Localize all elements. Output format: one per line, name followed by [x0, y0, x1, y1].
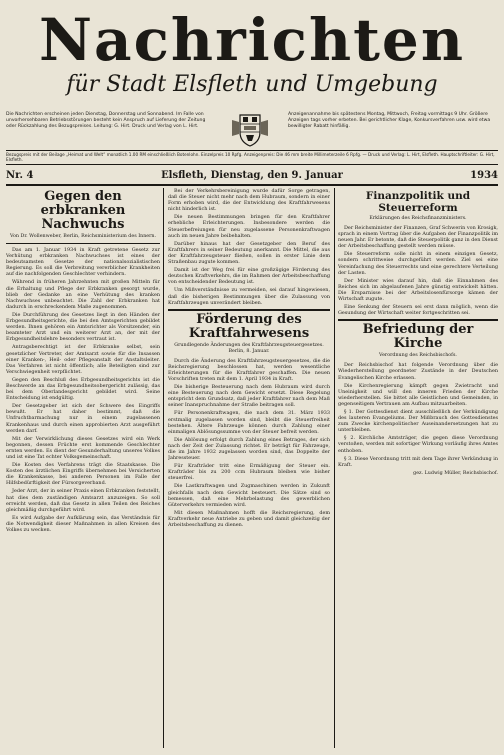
paragraph: Damit ist der Weg frei für eine großzügige Förderung des deutschen Kraftverkehrs, die im Rahmen der Arbeitsbeschaffung von entscheidender Bedeutung ist.: [168, 267, 330, 286]
paragraph: Die Durchführung des Gesetzes liegt in den Händen der Erbgesundheitsgerichte, die bei den Amtsgerichten gebildet werden. Ihnen gehören ein Amtsrichter als Vorsitzender, ein beamteter Arzt und ein weiterer Arzt an, der mit der Erbgesundheitslehre besonders vertraut ist.: [6, 311, 160, 343]
info-row: [6, 112, 498, 148]
article-subheadline: Verordnung des Reichsbischofs.: [379, 353, 457, 359]
newspaper-subtitle: für Stadt Elsfleth und Umgebung: [66, 72, 438, 97]
paragraph: Jeder Arzt, der in seiner Praxis einen Erbkranken feststellt, hat dies dem zuständigen Amtsarzt anzuzeigen. So soll erreicht werden, daß das Gesetz in allen Teilen des Reiches gleichmäßig durchgeführt wird.: [6, 488, 160, 513]
advertising-info: Anzeigenannahme bis spätestens Montag, Mittwoch, Freitag vormittags 9 Uhr. Größere Anzeigen tags vorher erbeten. Bei gerichtlicher Klage, Konkursverfahren usw. wird etwa bewilligter Rabatt hinfällig.: [288, 112, 491, 129]
masthead: [6, 6, 498, 114]
issue-date: Elsfleth, Dienstag, den 9. Januar: [161, 170, 343, 181]
paragraph: Es wird Aufgabe der Aufklärung sein, das Verständnis für die Notwendigkeit dieser Maßnahmen in allen Kreisen des Volkes zu wecken.: [6, 514, 160, 534]
coat-of-arms-icon: [228, 112, 272, 148]
divider: [168, 309, 330, 311]
paragraph: Für Personenkraftwagen, die nach dem 31. März 1933 erstmalig zugelassen worden sind, bleibt die Steuerfreiheit bestehen. Ältere Fahrzeuge können durch Zahlung einer einmaligen Ablösungssumme von der Steuer befreit werden.: [168, 410, 330, 435]
paragraph: Die Kirchenregierung kämpft gegen Zwietracht und Uneinigkeit und will den inneren Frieden der Kirche wiederherstellen. Sie bittet alle Geistlichen und Gemeinden, in gegenseitigem Vertrauen am Aufbau mitzuarbeiten.: [338, 382, 498, 407]
divider: [338, 319, 498, 321]
paragraph: § 1. Der Gottesdienst dient ausschließlich der Verkündigung des lauteren Evangeliums. Der Mißbrauch des Gottesdienstes zum Zwecke kirchenpolitischer Auseinandersetzungen hat zu unterbleiben.: [338, 408, 498, 434]
column-right: [338, 188, 498, 748]
column-left: [6, 188, 160, 748]
paragraph: Um Mißverständnisse zu vermeiden, sei darauf hingewiesen, daß die bisherigen Bestimmungen über die Zulassung von Kraftfahrzeugen unverändert bleiben.: [168, 287, 330, 306]
article-byline: Von Dr. Wollenweber, Berlin, Reichsministerium des Innern.: [9, 234, 157, 239]
paragraph: Mit diesen Maßnahmen hofft die Reichsregierung, dem Kraftverkehr neue Antriebe zu geben und damit gleichzeitig der Arbeitsbeschaffung zu dienen.: [168, 509, 330, 529]
paragraph: § 2. Kirchliche Amtsträger, die gegen diese Verordnung verstoßen, werden mit sofortiger Wirkung vorläufig ihres Amtes enthoben.: [338, 435, 498, 454]
paragraph: Der Reichsbischof hat folgende Verordnung über die Wiederherstellung geordneter Zustände in der Deutschen Evangelischen Kirche erlassen.: [338, 362, 498, 381]
paragraph: Eine Senkung der Steuern sei erst dann möglich, wenn die Gesundung der Wirtschaft weiter fortgeschritten sei.: [338, 304, 498, 317]
newspaper-title: Nachrichten: [38, 6, 466, 74]
article-subheadline: Grundlegende Änderungen des Kraftfahrzeugsteuergesetzes. Berlin, 8. Januar.: [174, 342, 324, 354]
paragraph: Bei der Verkehrsbereinigung wurde dafür Sorge getragen, daß die Steuer nicht mehr nach dem Hubraum, sondern in einer Form erhoben wird, die der Entwicklung des Kraftfahrwesens nicht hinderlich ist.: [168, 188, 330, 213]
paragraph: Die Lastkraftwagen und Zugmaschinen werden in Zukunft gleichfalls nach dem Gewicht besteuert. Die Sätze sind so bemessen, daß eine Mehrbelastung des gewerblichen Güterverkehrs vermieden wird.: [168, 483, 330, 508]
article-body: [338, 362, 498, 468]
article-headline: Förderung des Kraftfahrwesens: [188, 311, 310, 341]
article-headline: Gegen den erbkranken Nachwuchs: [40, 189, 126, 232]
dateline: [6, 170, 498, 186]
paragraph: Das am 1. Januar 1934 in Kraft getretene Gesetz zur Verhütung erbkranken Nachwuchses ist eines der bedeutsamsten Gesetze der nationalsozialistischen Regierung. Es soll die Verbreitung vererblicher Krankheiten auf die nachfolgenden Geschlechter verhindern.: [6, 247, 160, 278]
paragraph: Die neuen Bestimmungen bringen für den Kraftfahrer erhebliche Erleichterungen. Insbesondere werden die Steuerbefreiungen für neu zugelassene Personenkraftwagen auch im neuen Jahre beibehalten.: [168, 214, 330, 239]
divider: [6, 243, 160, 244]
paragraph: Gegen den Beschluß des Erbgesundheitsgerichts ist die Beschwerde an das Erbgesundheitsobergericht zulässig, das bei dem Oberlandesgericht gebildet wird. Seine Entscheidung ist endgültig.: [6, 376, 160, 402]
article-signature: gez. Ludwig Müller, Reichsbischof.: [413, 470, 498, 476]
paragraph: Der Gesetzgeber ist sich der Schwere des Eingriffs bewußt. Er hat daher bestimmt, daß die Unfruchtbarmachung nur in einem zugelassenen Krankenhaus und durch einen approbierten Arzt ausgeführt werden darf.: [6, 403, 160, 434]
subscription-line: Bezugspreis mit der Beilage „Heimat und Welt“ monatlich 1.00 RM einschließlich Botenlohn. Einzelpreis 10 Rpfg. Anzeigenpreis: Die 46 mm breite Millimeterzeile 6 Rpfg. — Druck und Verlag: L. Hirt, Elsfleth. Hauptschriftleiter: G. Hirt, Elsfleth.: [6, 150, 498, 165]
column-rule: [163, 188, 164, 748]
paragraph: Der Reichsminister der Finanzen, Graf Schwerin von Krosigk, sprach in einem Vortrag über die Aufgaben der Finanzpolitik im neuen Jahr. Er betonte, daß die Steuerpolitik ganz in den Dienst der Arbeitsbeschaffung gestellt werden müsse.: [338, 225, 498, 250]
publication-info: Die Nachrichten erscheinen jeden Dienstag, Donnerstag und Sonnabend. Im Falle von unvorhersehbaren Betriebsstörungen besteht kein Anspruch auf Lieferung der Zeitung oder Rückzahlung des Bezugspreises. Leitung: G. Hirt. Druck und Verlag von L. Hirt.: [6, 112, 206, 129]
article-headline: Finanzpolitik und Steuerreform: [365, 190, 471, 214]
paragraph: Der Minister wies darauf hin, daß die Einnahmen des Reiches sich im abgelaufenen Jahre günstig entwickelt hätten. Die Ersparnisse bei der Arbeitslosenfürsorge kämen der Wirtschaft zugute.: [338, 277, 498, 303]
paragraph: Antragsberechtigt ist der Erbkranke selbst, sein gesetzlicher Vertreter, der Amtsarzt sowie für die Insassen einer Kranken-, Heil- oder Pflegeanstalt der Anstaltsleiter. Das Verfahren ist nicht öffentlich; alle Beteiligten sind zur Verschwiegenheit verpflichtet.: [6, 344, 160, 375]
paragraph: Während in früheren Jahrzehnten mit großen Mitteln für die Erhaltung und Pflege der Erbkranken gesorgt wurde, blieb der Gedanke an eine Verhütung des kranken Nachwuchses unbeachtet. Die Zahl der Erbkranken hat dadurch in erschreckendem Maße zugenommen.: [6, 279, 160, 310]
column-rule: [334, 188, 335, 748]
article-headline: Befriedung der Kirche: [362, 322, 474, 352]
article-subheadline: Erklärungen des Reichsfinanzministers.: [369, 216, 467, 221]
paragraph: Die Steuerreform solle nicht in einem einzigen Gesetz, sondern schrittweise durchgeführt werden. Ziel sei eine Vereinfachung des Steuerrechts und eine gerechtere Verteilung der Lasten.: [338, 251, 498, 276]
issue-year: 1934: [470, 170, 498, 181]
paragraph: Die Kosten des Verfahrens trägt die Staatskasse. Die Kosten des ärztlichen Eingriffs übernehmen bei Versicherten die Krankenkasse, bei anderen Personen im Falle der Hilfsbedürftigkeit der Fürsorgeverband.: [6, 462, 160, 487]
paragraph: Durch die Änderung des Kraftfahrzeugsteuergesetzes, die die Reichsregierung beschlossen hat, werden wesentliche Erleichterungen für die Kraftfahrer geschaffen. Die neuen Vorschriften treten mit dem 1. April 1934 in Kraft.: [168, 357, 330, 382]
column-middle: [168, 188, 330, 748]
paragraph: Für Krafträder tritt eine Ermäßigung der Steuer ein. Krafträder bis zu 200 ccm Hubraum bleiben wie bisher steuerfrei.: [168, 463, 330, 482]
paragraph: Die bisherige Besteuerung nach dem Hubraum wird durch eine Besteuerung nach dem Gewicht ersetzt. Diese Regelung entspricht dem Grundsatz, daß jeder Kraftfahrer nach dem Maß seiner Inanspruchnahme der Straße beitragen soll.: [168, 384, 330, 409]
article-body: [6, 247, 160, 533]
article-body: [168, 358, 330, 528]
issue-number: Nr. 4: [6, 170, 34, 181]
paragraph: Mit der Verwirklichung dieses Gesetzes wird ein Werk begonnen, dessen Früchte erst kommende Geschlechter ernten werden. Es dient der Gesunderhaltung unseres Volkes und ist eine Tat echter Volksgemeinschaft.: [6, 435, 160, 460]
article-body: [168, 188, 330, 306]
article-body: [338, 225, 498, 316]
paragraph: § 3. Diese Verordnung tritt mit dem Tage ihrer Verkündung in Kraft.: [338, 455, 498, 468]
paragraph: Darüber hinaus hat der Gesetzgeber den Beruf des Kraftfahrers in seiner Bedeutung anerkannt. Die Mittel, die aus der Kraftfahrzeugsteuer fließen, sollen in erster Linie dem Straßenbau zugute kommen.: [168, 240, 330, 266]
paragraph: Die Ablösung erfolgt durch Zahlung eines Betrages, der sich nach der Zeit der Zulassung richtet. Er beträgt für Fahrzeuge, die im Jahre 1932 zugelassen worden sind, das Doppelte der Jahressteuer.: [168, 436, 330, 462]
